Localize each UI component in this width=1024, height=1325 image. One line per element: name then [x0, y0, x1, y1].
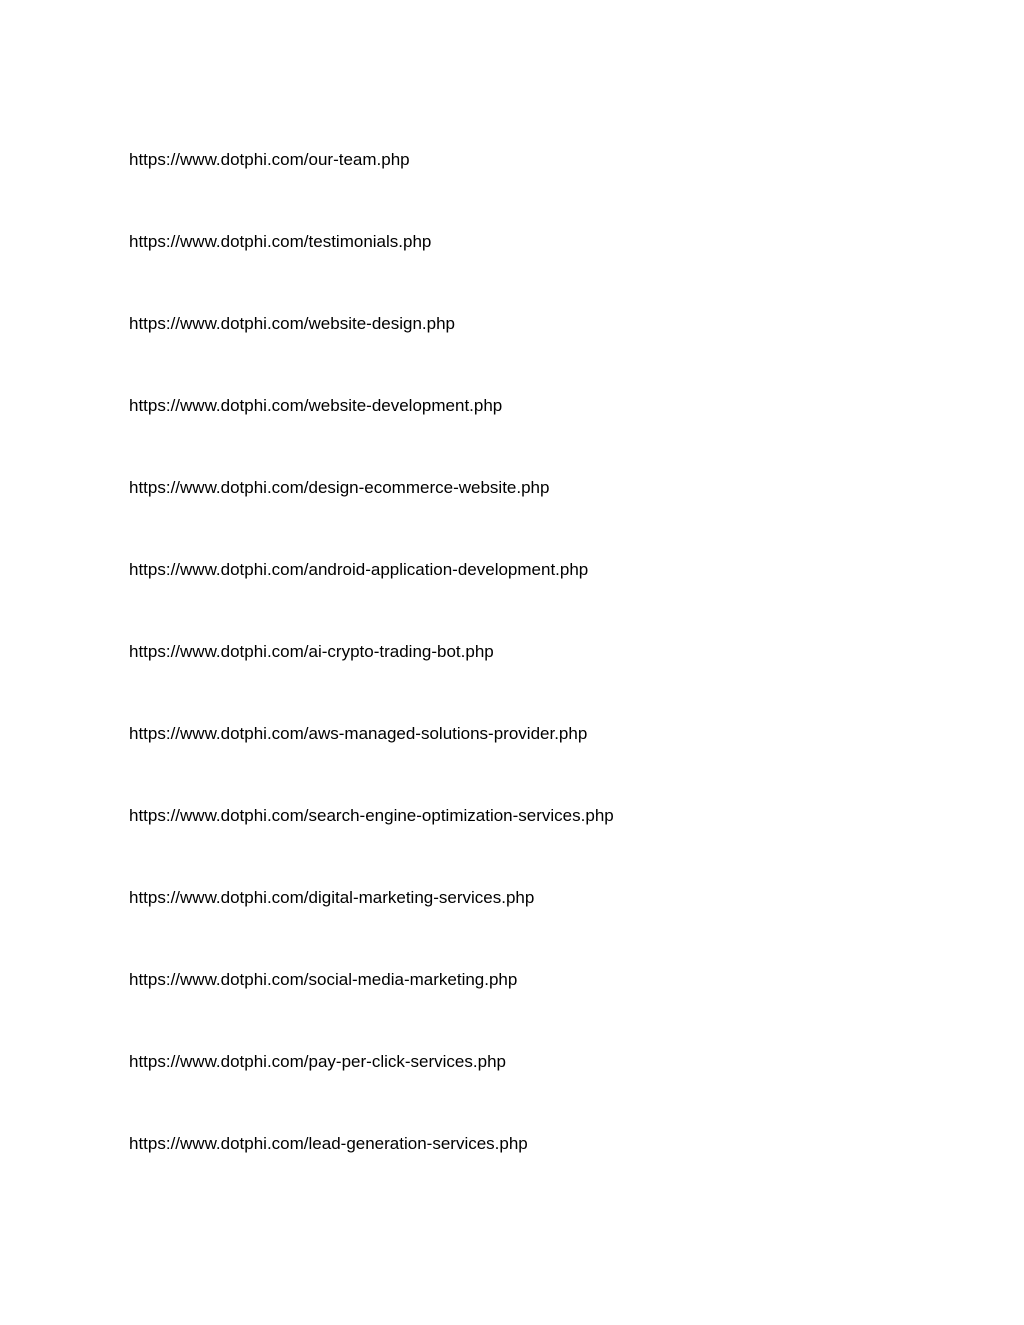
url-item-testimonials: https://www.dotphi.com/testimonials.php — [129, 232, 432, 251]
url-item-aws-managed-solutions-provider: https://www.dotphi.com/aws-managed-solutions-provider.php — [129, 724, 588, 743]
url-item-social-media-marketing: https://www.dotphi.com/social-media-marketing.php — [129, 970, 518, 989]
url-item-design-ecommerce-website: https://www.dotphi.com/design-ecommerce-website.php — [129, 478, 550, 497]
url-item-pay-per-click-services: https://www.dotphi.com/pay-per-click-services.php — [129, 1052, 506, 1071]
url-item-our-team: https://www.dotphi.com/our-team.php — [129, 150, 410, 169]
url-item-search-engine-optimization-services: https://www.dotphi.com/search-engine-optimization-services.php — [129, 806, 614, 825]
url-item-lead-generation-services: https://www.dotphi.com/lead-generation-services.php — [129, 1134, 528, 1153]
url-item-android-application-development: https://www.dotphi.com/android-application-development.php — [129, 560, 589, 579]
url-item-website-design: https://www.dotphi.com/website-design.php — [129, 314, 456, 333]
url-item-digital-marketing-services: https://www.dotphi.com/digital-marketing-services.php — [129, 888, 535, 907]
url-item-website-development: https://www.dotphi.com/website-development.php — [129, 396, 503, 415]
url-item-ai-crypto-trading-bot: https://www.dotphi.com/ai-crypto-trading-bot.php — [129, 642, 494, 661]
url-list — [129, 149, 614, 1215]
